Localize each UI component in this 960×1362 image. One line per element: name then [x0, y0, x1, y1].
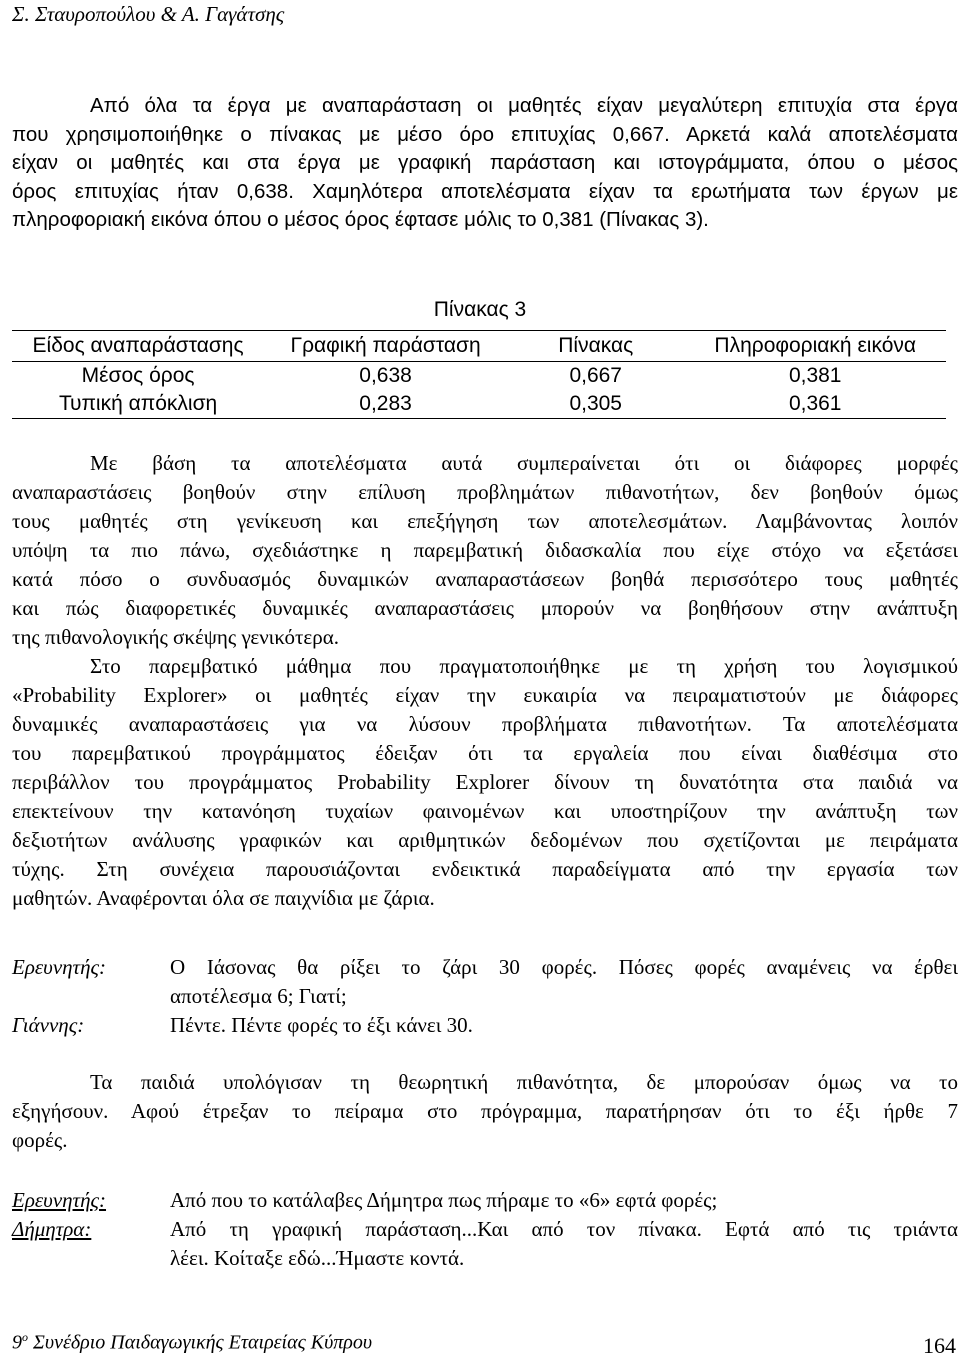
paragraph-theoretical-probability	[12, 1068, 958, 1155]
text-line: του παρεμβατικού προγράμματος έδειξαν ότι τα εργαλεία που είναι διαθέσιμα στο	[12, 741, 958, 765]
intro-paragraph	[12, 92, 958, 235]
dialogue-turn	[12, 953, 958, 1011]
text-line: της πιθανολογικής σκέψης γενικότερα.	[12, 625, 339, 649]
text-line: δεξιοτήτων ανάλυσης γραφικών και αριθμητικών δεδομένων που σχετίζονται με πειράματα	[12, 828, 958, 852]
text-line: επεκτείνουν την κατανόηση τυχαίων φαινομένων και υποστηρίζουν την ανάπτυξη των	[12, 799, 958, 823]
speaker-label: Δήμητρα:	[12, 1217, 92, 1241]
footer-conference-name: Συνέδριο Παιδαγωγικής Εταιρείας Κύπρου	[28, 1331, 373, 1354]
table-cell: 0,381	[788, 364, 842, 387]
row-label: Τυπική απόκλιση	[12, 390, 264, 419]
running-header: Σ. Σταυροπούλου & Α. Γαγάτσης	[12, 2, 285, 26]
table-row	[12, 362, 946, 391]
text-line: «Probability Explorer» οι μαθητές είχαν την ευκαιρία να πειραματιστούν με διάφορες	[12, 683, 958, 707]
utterance	[170, 953, 958, 1011]
column-header: Είδος αναπαράστασης	[12, 331, 264, 362]
footer-conference	[12, 1330, 372, 1355]
table-cell: 0,638	[359, 364, 412, 387]
table-cell: 0,667	[569, 364, 622, 387]
text-line: δυναμικές αναπαραστάσεις για να λύσουν προβλήματα πιθανοτήτων. Τα αποτελέσματα	[12, 712, 958, 736]
table-cell: 0,305	[507, 390, 684, 419]
text-line: Στο παρεμβατικό μάθημα που πραγματοποιήθηκε με τη χρήση του λογισμικού	[90, 654, 958, 678]
text-line: πληροφοριακή εικόνα όπου ο μέσος όρος έφτασε μόλις το 0,381 (Πίνακας 3).	[12, 208, 709, 231]
dialogue-excerpt-1	[12, 953, 958, 1040]
text-line: τους μαθητές στη γενίκευση και επεξήγηση των αποτελεσμάτων. Λαμβάνοντας λοιπόν	[12, 509, 958, 533]
column-header: Πίνακας	[507, 331, 684, 362]
text-line: όρος επιτυχίας ήταν 0,638. Χαμηλότερα αποτελέσματα είχαν τα ερωτήματα των έργων με	[12, 179, 958, 203]
text-line: μαθητών. Αναφέρονται όλα σε παιχνίδια με ζάρια.	[12, 886, 435, 910]
text-line: κατά πόσο ο συνδυασμός δυναμικών αναπαραστάσεων βοηθά περισσότερο τους μαθητές	[12, 567, 958, 591]
table-title: Πίνακας 3	[433, 298, 527, 321]
text-line: Από που το κατάλαβες Δήμητρα πως πήραμε το «6» εφτά φορές;	[170, 1188, 718, 1212]
speaker-label: Ερευνητής:	[12, 955, 107, 979]
text-line: είχαν οι μαθητές και στα έργα με γραφική παράσταση και ιστογράμματα, όπου ο μέσος	[12, 151, 958, 174]
speaker-label: Γιάννης:	[12, 1013, 85, 1037]
text-line: Με βάση τα αποτελέσματα αυτά συμπεραίνεται ότι οι διάφορες μορφές	[90, 451, 958, 475]
dialogue-turn	[12, 1011, 958, 1040]
table-cell: 0,361	[684, 390, 946, 419]
table-row	[12, 390, 946, 419]
dialogue-turn	[12, 1186, 958, 1215]
text-line: αναπαραστάσεις βοηθούν στην επίλυση προβλημάτων πιθανοτήτων, δεν βοηθούν όμως	[12, 480, 958, 504]
text-line: φορές.	[12, 1128, 68, 1152]
row-label: Μέσος όρος	[81, 364, 195, 387]
results-table	[12, 330, 946, 419]
text-line: που χρησιμοποιήθηκε ο πίνακας με μέσο όρο επιτυχίας 0,667. Αρκετά καλά αποτελέσματα	[12, 122, 958, 146]
text-line: Από τη γραφική παράσταση...Και από τον πίνακα. Εφτά από τις τριάντα	[170, 1217, 958, 1241]
table-cell: 0,283	[264, 390, 507, 419]
text-line: Πέντε. Πέντε φορές το έξι κάνει 30.	[170, 1013, 473, 1037]
text-line: τύχης. Στη συνέχεια παρουσιάζονται ενδεικτικά παραδείγματα από την εργασία των	[12, 857, 958, 881]
page-number: 164	[923, 1333, 956, 1358]
text-line: Τα παιδιά υπολόγισαν τη θεωρητική πιθανότητα, δε μπορούσαν όμως να το	[90, 1070, 958, 1094]
text-line: περιβάλλον του προγράμματος Probability Explorer δίνουν τη δυνατότητα στα παιδιά να	[12, 770, 958, 794]
text-line: και πώς διαφορετικές δυναμικές αναπαραστάσεις μπορούν να βοηθήσουν στην ανάπτυξη	[12, 596, 958, 620]
text-line: εξηγήσουν. Αφού έτρεξαν το πείραμα στο πρόγραμμα, παρατήρησαν ότι το έξι ήρθε 7	[12, 1099, 958, 1123]
utterance	[170, 1011, 958, 1040]
paragraph-conclusions	[12, 449, 958, 652]
footer-ordinal: 9	[12, 1331, 22, 1354]
utterance	[170, 1186, 958, 1215]
table-header-row	[12, 331, 946, 362]
text-line: αποτέλεσμα 6; Γιατί;	[170, 984, 347, 1008]
text-line: υπόψη τα πιο πάνω, σχεδιάστηκε η παρεμβατική διδασκαλία που είχε στόχο να εξετάσει	[12, 538, 958, 562]
text-line: Ο Ιάσονας θα ρίξει το ζάρι 30 φορές. Πόσες φορές αναμένεις να έρθει	[170, 955, 958, 979]
column-header: Πληροφοριακή εικόνα	[684, 331, 946, 362]
column-header: Γραφική παράσταση	[264, 331, 507, 362]
dialogue-turn	[12, 1215, 958, 1273]
footer-ordinal-suffix: ο	[22, 1330, 28, 1344]
speaker-label: Ερευνητής:	[12, 1188, 107, 1212]
utterance	[170, 1215, 958, 1273]
text-line: Από όλα τα έργα με αναπαράσταση οι μαθητές είχαν μεγαλύτερη επιτυχία στα έργα	[90, 94, 958, 117]
text-line: λέει. Κοίταξε εδώ...Ήμαστε κοντά.	[170, 1246, 465, 1270]
dialogue-excerpt-2	[12, 1186, 958, 1273]
paragraph-intervention	[12, 652, 958, 913]
